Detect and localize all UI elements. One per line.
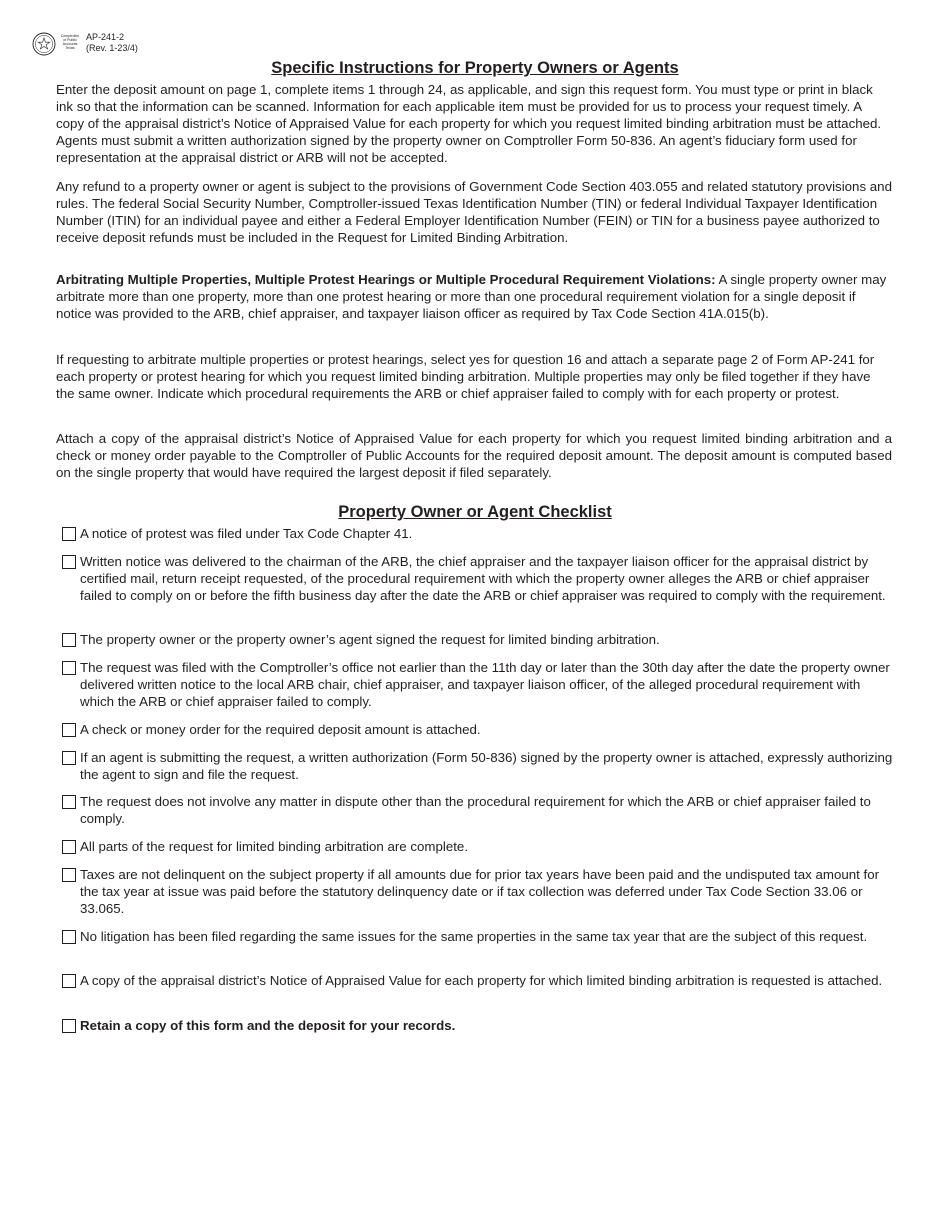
multiple-properties-paragraph-2 (56, 352, 892, 403)
checklist-item (62, 554, 894, 605)
checklist-item (62, 632, 894, 649)
checkbox[interactable] (62, 930, 76, 944)
checkbox[interactable] (62, 661, 76, 675)
instructions-paragraph-1 (56, 82, 892, 167)
checklist-item (62, 1018, 894, 1035)
checklist-item (62, 660, 894, 711)
checklist-item (62, 973, 894, 990)
checklist-item-text: The property owner or the property owner’s agent signed the request for limited binding arbitration. (80, 632, 660, 647)
seal-wordmark-text: Comptroller of Public Accounts Texas (60, 34, 80, 50)
checklist-item (62, 867, 894, 918)
paragraph-text: Any refund to a property owner or agent is subject to the provisions of Government Code Section 403.055 and related statutory provisions and rules. The federal Social Security Number, Comptroller-issued Texas Identification Number (TIN) or federal Individual Taxpayer Identification Number (ITIN) for an individual payee and either a Federal Employer Identification Number (FEIN) or TIN for a business payee authorized to receive deposit refunds must be included in the Request for Limited Binding Arbitration. (56, 179, 892, 245)
checkbox[interactable] (62, 868, 76, 882)
checkbox[interactable] (62, 527, 76, 541)
checklist-title: Property Owner or Agent Checklist (338, 503, 612, 521)
paragraph-text: If requesting to arbitrate multiple properties or protest hearings, select yes for question 16 and attach a separate page 2 of Form AP-241 for each property or protest hearing for which you request limited binding arbitration. Multiple properties may only be filed together if they have the same owner. Indicate which procedural requirements the ARB or chief appraiser failed to comply with for each property or protest. (56, 352, 875, 401)
checkbox[interactable] (62, 555, 76, 569)
seal-wordmark (59, 35, 81, 51)
state-seal-icon (32, 32, 56, 56)
checklist-item (62, 526, 894, 543)
checklist-item (62, 794, 894, 828)
checklist-item (62, 750, 894, 784)
paragraph-text: Attach a copy of the appraisal district’s Notice of Appraised Value for each property for which you request limited binding arbitration and a check or money order payable to the Comptroller of Public Accounts for the required deposit amount. The deposit amount is computed based on the single property that would have required the largest deposit if filed separately. (56, 431, 892, 480)
instructions-paragraph-2 (56, 179, 892, 247)
checklist-item-text: Retain a copy of this form and the deposit for your records. (80, 1018, 456, 1033)
multiple-properties-heading: Arbitrating Multiple Properties, Multiple Protest Hearings or Multiple Procedural Requirement Violations: (56, 272, 716, 287)
checklist-item-text: A copy of the appraisal district’s Notice of Appraised Value for each property for which limited binding arbitration is requested is attached. (80, 973, 883, 988)
multiple-properties-text: A single property owner may arbitrate more than one property, more than one protest hearing or more than one procedural requirement violation for a single deposit if notice was provided to the ARB, chief appraiser, and taxpayer liaison officer as required by Tax Code Section 41A.015(b). (56, 272, 887, 321)
instructions-title: Specific Instructions for Property Owners or Agents (271, 59, 679, 77)
checkbox[interactable] (62, 1019, 76, 1033)
checkbox[interactable] (62, 751, 76, 765)
checklist-item-text: A notice of protest was filed under Tax Code Chapter 41. (80, 526, 413, 541)
checklist-item-text: All parts of the request for limited binding arbitration are complete. (80, 839, 469, 854)
checkbox[interactable] (62, 974, 76, 988)
checkbox[interactable] (62, 840, 76, 854)
multiple-properties-paragraph (56, 272, 892, 323)
checklist-item (62, 839, 894, 856)
checklist-item-text: No litigation has been filed regarding the same issues for the same properties in the same tax year that are the subject of this request. (80, 929, 868, 944)
checklist-item (62, 722, 894, 739)
checklist-item-text: If an agent is submitting the request, a written authorization (Form 50-836) signed by the property owner is attached, expressly authorizing the agent to sign and file the request. (80, 750, 893, 782)
checklist-item (62, 929, 894, 946)
checkbox[interactable] (62, 633, 76, 647)
paragraph-text (56, 272, 892, 323)
form-identifier (86, 32, 138, 54)
checklist-item-text: The request does not involve any matter in dispute other than the procedural requirement for which the ARB or chief appraiser failed to comply. (80, 794, 871, 826)
checklist-item-text: Taxes are not delinquent on the subject property if all amounts due for prior tax years have been paid and the undisputed tax amount for the tax year at issue was paid before the statutory delinquency date or if tax collection was deferred under Tax Code Section 33.06 or 33.065. (80, 867, 880, 916)
checklist-item-text: Written notice was delivered to the chairman of the ARB, the chief appraiser and the taxpayer liaison officer for the appraisal district by certified mail, return receipt requested, of the procedural requirement with which the property owner alleges the ARB or chief appraiser failed to comply on or before the fifth business day after the date the ARB or chief appraiser was required to comply with the requirement. (80, 554, 886, 603)
checkbox[interactable] (62, 795, 76, 809)
form-number: AP-241-2 (86, 32, 125, 42)
form-revision: (Rev. 1-23/4) (86, 43, 138, 53)
paragraph-text: Enter the deposit amount on page 1, complete items 1 through 24, as applicable, and sign this request form. You must type or print in black ink so that the information can be scanned. Information for each applicable item must be provided for us to process your request timely. A copy of the appraisal district’s Notice of Appraised Value for each property for which you request limited binding arbitration must be attached. Agents must submit a written authorization signed by the property owner on Comptroller Form 50-836. An agent’s fiduciary form used for representation at the appraisal district or ARB will not be accepted. (56, 82, 882, 165)
checkbox[interactable] (62, 723, 76, 737)
multiple-properties-paragraph-3 (56, 431, 892, 482)
checklist-item-text: A check or money order for the required deposit amount is attached. (80, 722, 481, 737)
checklist-item-text: The request was filed with the Comptroller’s office not earlier than the 11th day or later than the 30th day after the date the property owner delivered written notice to the local ARB chair, chief appraiser, and taxpayer liaison officer, of the alleged procedural requirement with which the ARB or chief appraiser failed to comply. (80, 660, 890, 709)
